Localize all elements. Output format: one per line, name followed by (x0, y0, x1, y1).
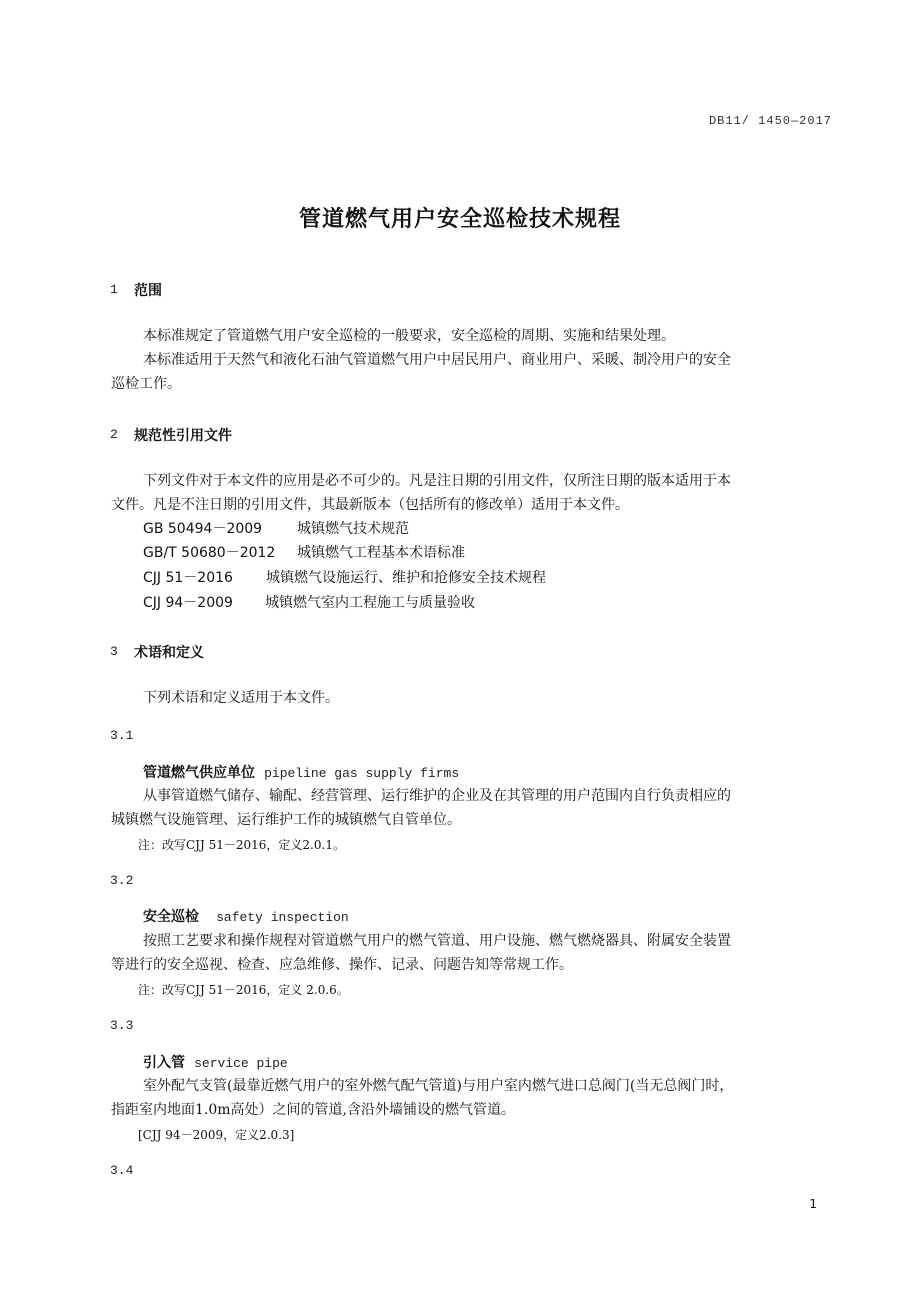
section-1-paragraph-1: 本标准规定了管道燃气用户安全巡检的一般要求，安全巡检的周期、实施和结果处理。 (143, 328, 675, 344)
term-english: service pipe (194, 1056, 288, 1071)
term-number: 3.2 (110, 873, 134, 888)
reference-name: 城镇燃气工程基本术语标准 (297, 545, 465, 561)
term-number: 3.3 (110, 1018, 134, 1033)
section-3-number: 3 (110, 644, 118, 659)
term-note: 注：改写CJJ 51－2016，定义2.0.1。 (138, 838, 345, 852)
section-2-title: 规范性引用文件 (134, 428, 232, 444)
section-1-paragraph-2-line-1: 本标准适用于天然气和液化石油气管道燃气用户中居民用户、商业用户、采暖、制冷用户的安全 (143, 352, 731, 368)
page-title: 管道燃气用户安全巡检技术规程 (298, 206, 621, 232)
reference-item (143, 592, 475, 612)
section-3-title: 术语和定义 (134, 645, 204, 661)
section-1-number: 1 (110, 282, 118, 297)
section-1-paragraph-2-line-2: 巡检工作。 (111, 376, 181, 392)
term-definition-line-2: 指距室内地面1.0m高处）之间的管道,含沿外墙铺设的燃气管道。 (111, 1102, 515, 1118)
term-heading (143, 906, 349, 926)
section-3-intro: 下列术语和定义适用于本文件。 (143, 690, 339, 706)
term-english: safety inspection (216, 910, 349, 925)
section-2-paragraph-line-1: 下列文件对于本文件的应用是必不可少的。凡是注日期的引用文件，仅所注日期的版本适用于本 (143, 473, 731, 489)
term-chinese: 管道燃气供应单位 (143, 765, 255, 781)
reference-code: CJJ 94－2009 (143, 595, 233, 611)
reference-item (143, 567, 546, 587)
term-english: pipeline gas supply firms (264, 766, 460, 781)
section-2-number: 2 (110, 427, 118, 442)
term-definition-line-2: 城镇燃气设施管理、运行维护工作的城镇燃气自管单位。 (111, 812, 461, 828)
section-1-title: 范围 (134, 283, 162, 299)
term-number: 3.4 (110, 1163, 134, 1178)
term-heading (143, 1052, 288, 1072)
term-chinese: 安全巡检 (143, 909, 199, 925)
term-definition-line-1: 从事管道燃气储存、输配、经营管理、运行维护的企业及在其管理的用户范围内自行负责相应的 (143, 788, 731, 804)
reference-code: CJJ 51－2016 (143, 570, 233, 586)
term-definition-line-1: 按照工艺要求和操作规程对管道燃气用户的燃气管道、用户设施、燃气燃烧器具、附属安全装置 (143, 933, 731, 949)
reference-item (143, 542, 465, 562)
page-number: 1 (809, 1197, 817, 1211)
term-chinese: 引入管 (143, 1055, 185, 1071)
reference-code: GB 50494－2009 (143, 521, 263, 537)
reference-code: GB/T 50680－2012 (143, 545, 276, 561)
document-code: DB11/ 1450—2017 (708, 114, 832, 128)
term-number: 3.1 (110, 728, 134, 743)
term-source: [CJJ 94－2009，定义2.0.3] (138, 1128, 295, 1142)
reference-name: 城镇燃气技术规范 (297, 521, 409, 537)
term-note: 注：改写CJJ 51－2016，定义 2.0.6。 (138, 983, 349, 997)
term-definition-line-1: 室外配气支管(最靠近燃气用户的室外燃气配气管道)与用户室内燃气进口总阀门(当无总阀门时， (143, 1078, 734, 1094)
section-2-paragraph-line-2: 文件。凡是不注日期的引用文件，其最新版本（包括所有的修改单）适用于本文件。 (111, 497, 629, 513)
term-heading (143, 762, 459, 782)
reference-name: 城镇燃气室内工程施工与质量验收 (265, 595, 475, 611)
reference-name: 城镇燃气设施运行、维护和抢修安全技术规程 (266, 570, 546, 586)
term-definition-line-2: 等进行的安全巡视、检查、应急维修、操作、记录、问题告知等常规工作。 (111, 957, 573, 973)
reference-item (143, 518, 409, 538)
